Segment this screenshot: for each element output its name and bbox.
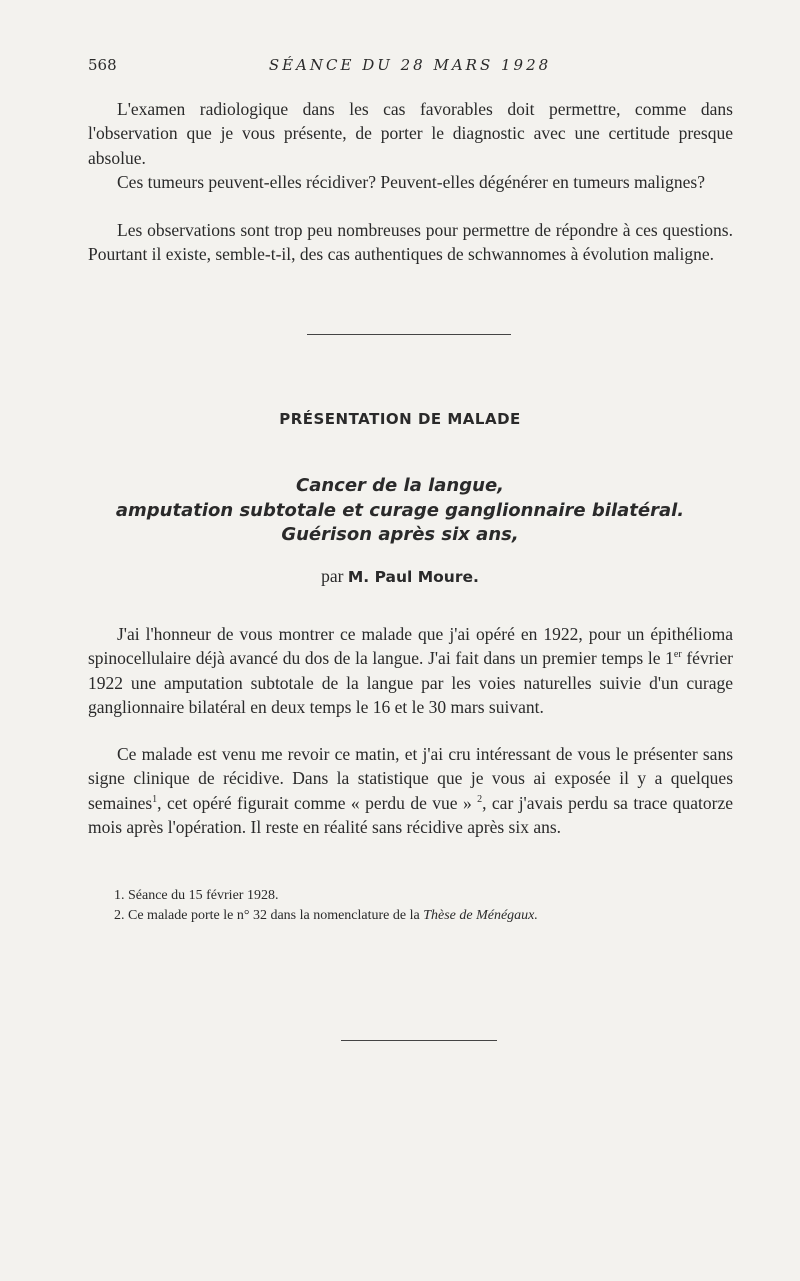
section-heading: PRÉSENTATION DE MALADE xyxy=(279,410,521,428)
body-p1-rest: février 1922 une amputation subtotale de la langue par les voies naturelles suivie d'un curage ganglionnaire bilatéral en deux temps le 16 et le 30 mars suivant. xyxy=(88,648,733,717)
byline-prefix: par xyxy=(321,566,344,586)
intro-paragraph-1: L'examen radiologique dans les cas favorables doit permettre, comme dans l'observation que je vous présente, de porter le diagnostic avec une certitude presque absolue. xyxy=(88,99,733,168)
article-title-line-1: Cancer de la langue, xyxy=(295,475,504,496)
body-paragraph-2 xyxy=(88,742,733,839)
footnote-ref-2: 2 xyxy=(477,793,483,805)
footnote-2 xyxy=(114,906,734,926)
body-p2-text-a: Ce malade est venu me revoir ce matin, et j'ai cru intéressant de vous le présenter sans signe clinique de récidive. Dans la statistique que je vous ai exposée il y a quelques semaines xyxy=(88,744,733,813)
body-p1-text: J'ai l'honneur de vous montrer ce malade que j'ai opéré en 1922, pour un épithélioma spinocellulaire déjà avancé du dos de la langue. J'ai fait dans un premier temps le xyxy=(88,624,733,669)
body-p2-text-b: , cet opéré figurait comme « perdu de vue » xyxy=(157,792,478,813)
article-title-line-3: Guérison après six ans, xyxy=(281,524,519,545)
intro-paragraph-3: Les observations sont trop peu nombreuses pour permettre de répondre à ces questions. Pourtant il existe, semble-t-il, des cas authentiques de schwannomes à évolution maligne. xyxy=(88,220,733,265)
section-divider xyxy=(307,334,511,335)
footnote-1: 1. Séance du 15 février 1928. xyxy=(114,888,279,903)
author-name: M. Paul Moure. xyxy=(347,568,479,586)
page-header xyxy=(88,56,732,80)
end-divider xyxy=(341,1040,497,1041)
intro-paragraph-2: Ces tumeurs peuvent-elles récidiver? Peuvent-elles dégénérer en tumeurs malignes? xyxy=(117,172,705,192)
running-head: SÉANCE DU 28 MARS 1928 xyxy=(268,56,552,74)
byline xyxy=(0,566,800,587)
footnote-2-text: 2. Ce malade porte le n° 32 dans la nomenclature de la xyxy=(114,908,424,923)
body-p2-text-c: , car j'avais perdu sa trace quatorze mois après l'opération. Il reste en réalité sans récidive après six ans. xyxy=(88,792,733,837)
body-paragraph-1 xyxy=(88,622,733,719)
body-p1-date-sup: er xyxy=(673,649,682,661)
footnote-2-thesis-title: Thèse de Ménégaux. xyxy=(423,908,538,923)
page-number: 568 xyxy=(88,56,117,74)
footnote-ref-1: 1 xyxy=(152,793,158,805)
body-p1-date-num: 1 xyxy=(665,648,674,669)
article-title-line-2: amputation subtotale et curage ganglionnaire bilatéral. xyxy=(115,500,685,521)
